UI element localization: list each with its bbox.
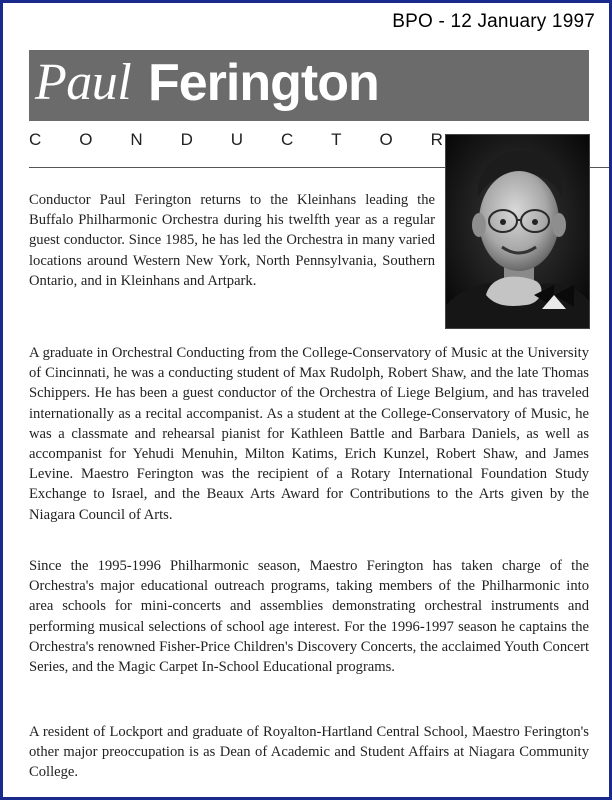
title-letter: O [379,130,393,149]
bio-paragraph-4: A resident of Lockport and graduate of Royalton-Hartland Central School, Maestro Ferington's other major preoccupation is as Dean of Academic and Student Affairs at Niagara Community College. [29,724,589,781]
conductor-title [29,130,443,150]
bio-paragraph-3: Since the 1995-1996 Philharmonic season, Maestro Ferington has taken charge of the Orchestra's major educational outreach programs, taking members of the Philharmonic into area schools for mini-concerts and assemblies demonstrating orchestral instruments and performing musical selections of school age interest. For the 1996-1997 season he captains the Orchestra's renowned Fisher-Price Children's Discovery Concerts, the acclaimed Youth Concert Series, and the Magic Carpet In-School Educational programs. [29,558,589,676]
title-letter: R [430,130,443,149]
title-letter: O [79,130,93,149]
name-banner [29,50,589,121]
title-letter: N [130,130,143,149]
title-letter: C [280,130,294,149]
title-letter: C [29,130,42,149]
portrait-icon [446,135,589,328]
title-letter: D [180,130,193,149]
bio-paragraph-2: A graduate in Orchestral Conducting from the College-Conservatory of Music at the University of Cincinnati, he was a conducting student of Max Rudolph, Robert Shaw, and the late Thomas Schippers. He has been a guest conductor of the Orchestra of Liege Belgium, and has traveled internationally as a recital accompanist. As a student at the College-Conservatory of Music, he was a classmate and rehearsal pianist for Kathleen Battle and Barbara Daniels, as well as accompanist for Yehudi Menuhin, Milton Katims, Erich Kunzel, Robert Shaw, and James Levine. Maestro Ferington was the recipient of a Rotary International Foundation Study Exchange to Israel, and the Beaux Arts Award for Contributions to the Arts given by the Niagara Council of Arts. [29,345,589,523]
title-letter: T [331,130,342,149]
bio-paragraph-1: Conductor Paul Ferington returns to the Kleinhans leading the Buffalo Philharmonic Orchestra during his twelfth year as a regular guest conductor. Since 1985, he has led the Orchestra in many varied locations around Western New York, North Pennsylvania, Southern Ontario, and in Kleinhans and Artpark. [29,192,435,289]
first-name: Paul [35,54,132,111]
title-letter: U [230,130,244,149]
last-name: Ferington [148,54,379,112]
header-note: BPO - 12 January 1997 [392,11,595,32]
conductor-portrait-photo [445,134,590,329]
